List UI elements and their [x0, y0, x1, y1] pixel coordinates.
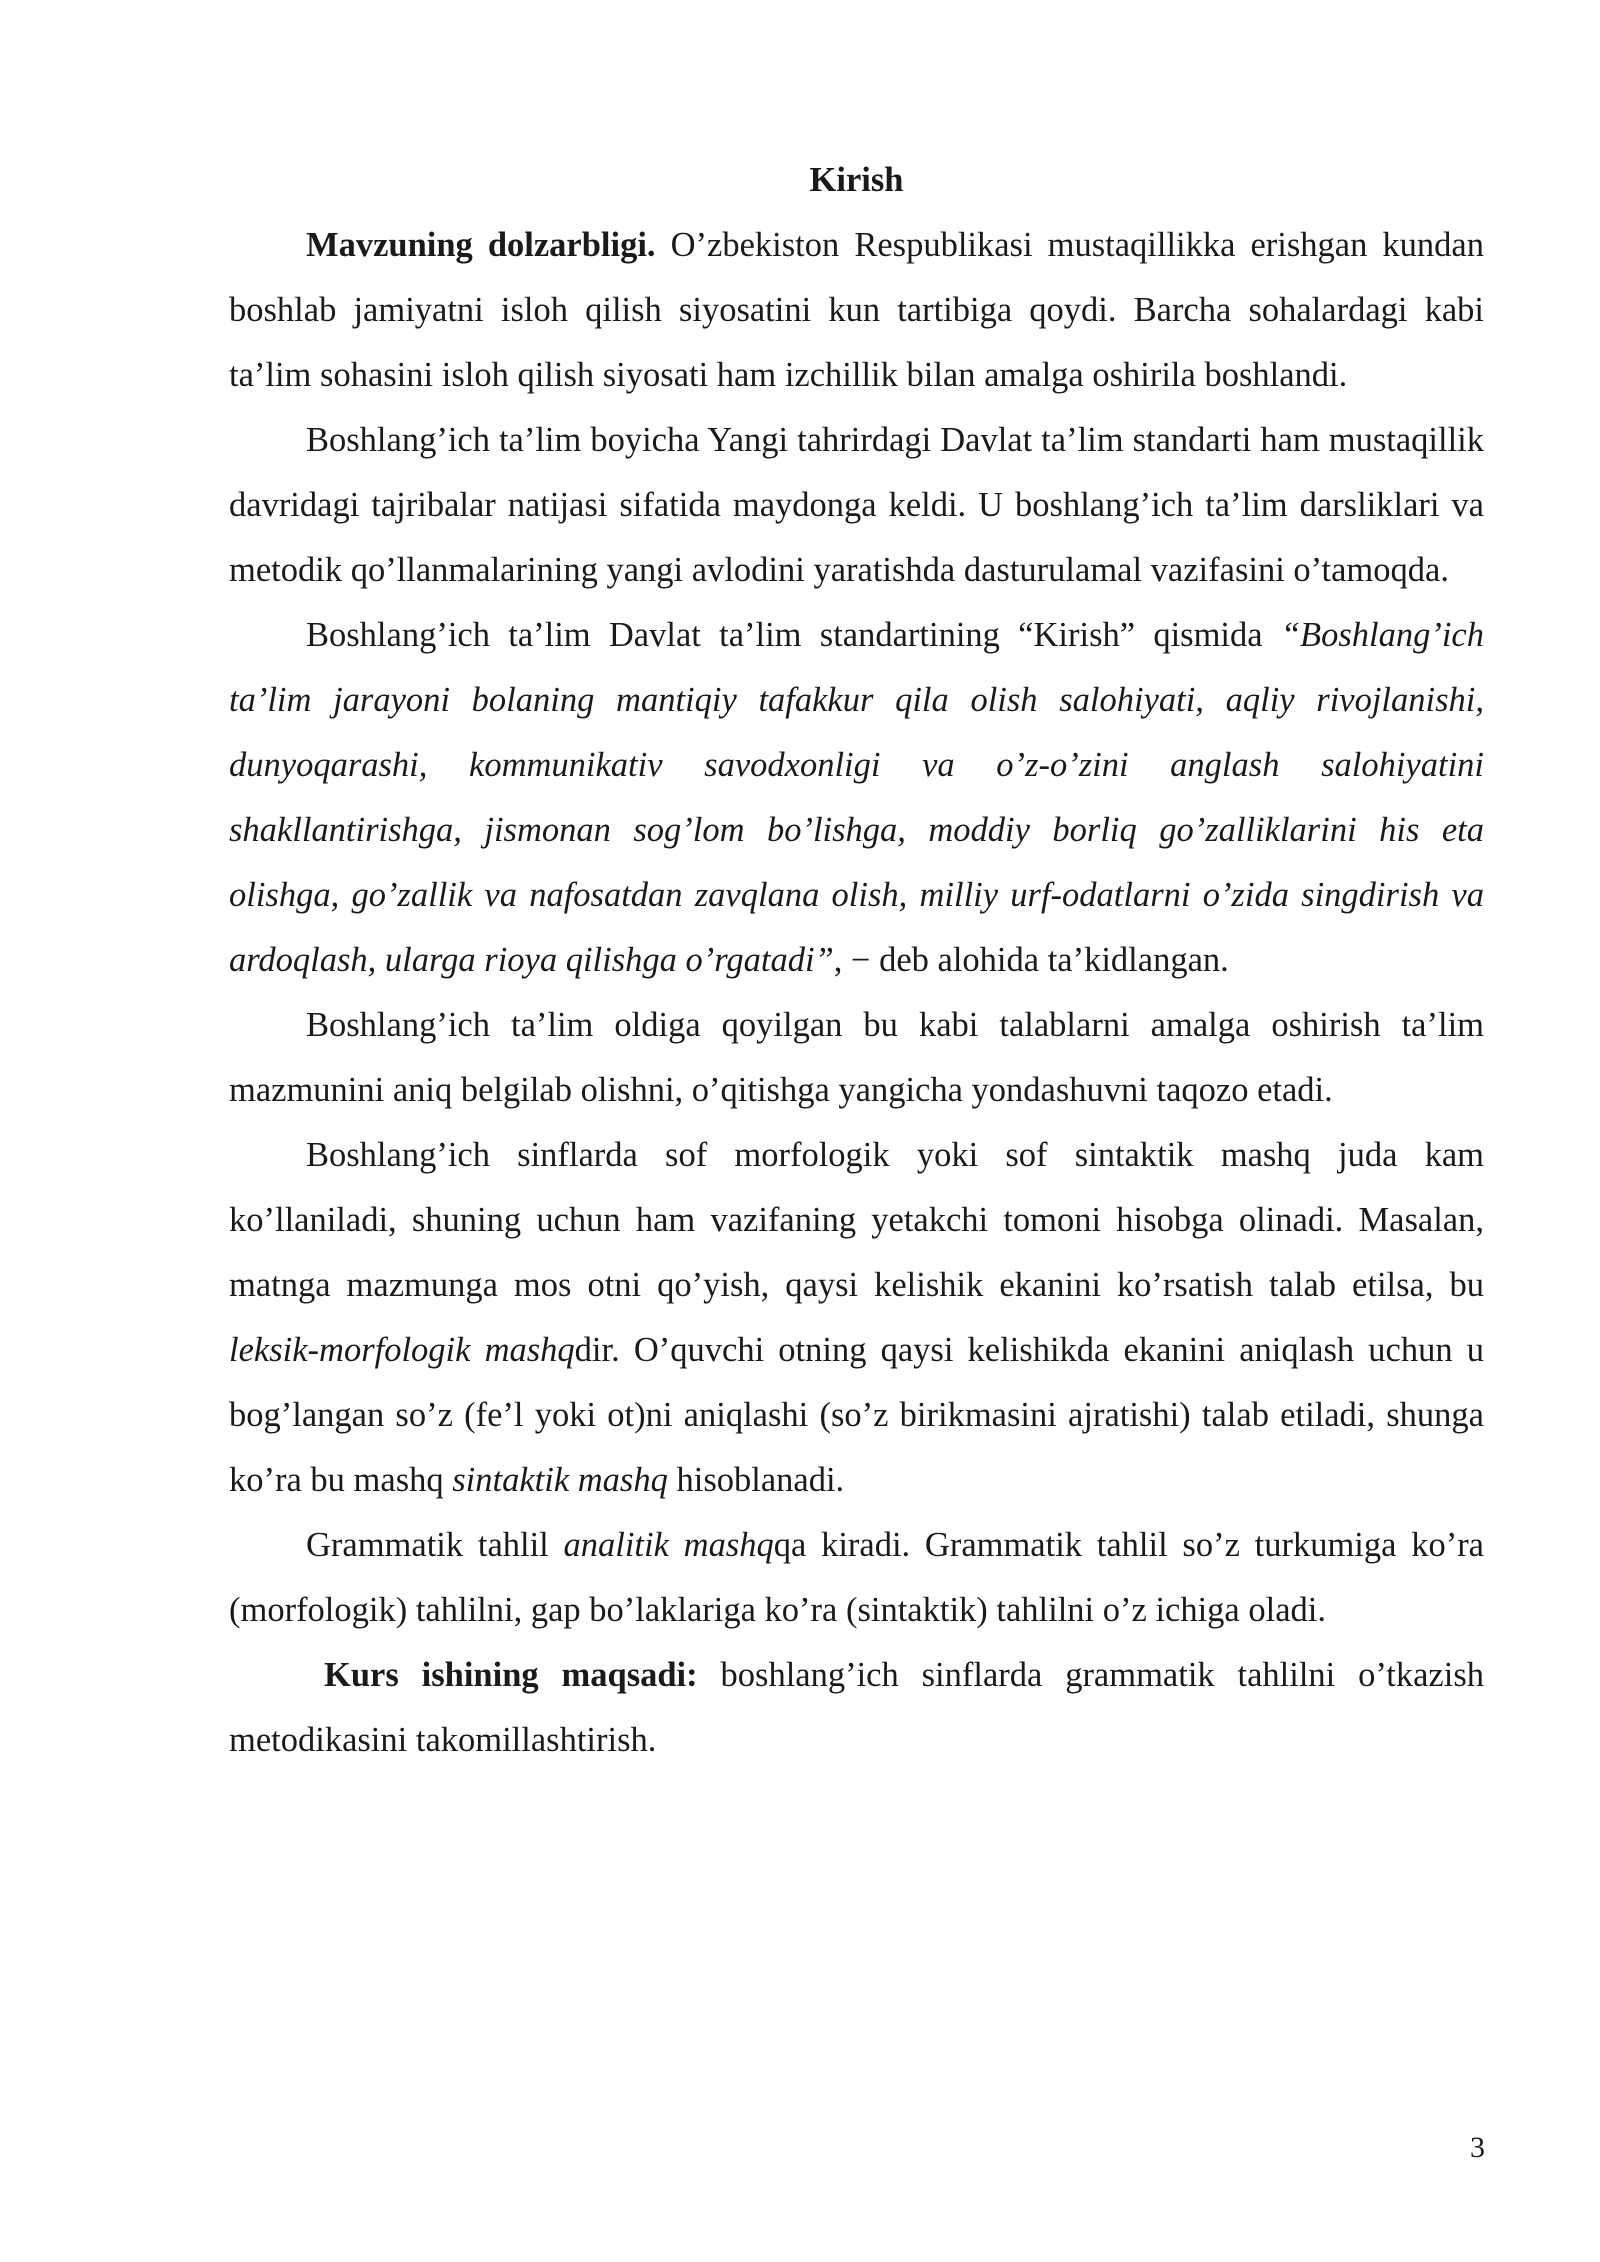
quote-intro: Boshlang’ich ta’lim Davlat ta’lim standartining “Kirish” qismida — [306, 616, 1281, 654]
exercises-part2: dir. O’quvchi otning qaysi kelishikda ekanini aniqlash uchun u bog’langan so’z (fe’l yoki ot)ni aniqlashi (so’z birikmasini ajratishi) talab etiladi, shunga ko’ra bu mashq — [229, 1331, 1484, 1499]
section-title: Kirish — [809, 161, 904, 199]
paragraph-exercises — [229, 1123, 1484, 1513]
paragraph-relevance — [229, 213, 1484, 408]
relevance-label: Mavzuning dolzarbligi. — [306, 226, 656, 264]
exercises-part3: hisoblanadi. — [667, 1461, 845, 1499]
relevance-text: O’zbekiston Respublikasi mustaqillikka erishgan kundan boshlab jamiyatni isloh qilish siyosatini kun tartibiga qoydi. Barcha sohalardagi kabi ta’lim sohasini isloh qilish siyosati ham izchillik bilan amalga oshirila boshlandi. — [229, 226, 1484, 394]
goal-text: boshlang’ich sinflarda grammatik tahlilni o’tkazish metodikasini takomillashtirish. — [229, 1656, 1484, 1759]
page-number: 3 — [1470, 2131, 1485, 2164]
quote-outro: , − deb alohida ta’kidlangan. — [833, 941, 1229, 979]
paragraph-quote — [229, 603, 1484, 993]
paragraph-standard: Boshlang’ich ta’lim boyicha Yangi tahrirdagi Davlat ta’lim standarti ham mustaqillik davridagi tajribalar natijasi sifatida maydonga keldi. U boshlang’ich ta’lim darsliklari va metodik qo’llanmalarining yangi avlodini yaratishda dasturulamal vazifasini o’tamoqda. — [229, 421, 1484, 589]
exercises-italic1: leksik-morfologik mashq — [229, 1331, 575, 1369]
analysis-part1: Grammatik tahlil — [306, 1526, 564, 1564]
analysis-part2: qa kiradi. Grammatik tahlil so’z turkumiga ko’ra (morfologik) tahlilni, gap bo’laklariga ko’ra (sintaktik) tahlilni o’z ichiga oladi. — [229, 1526, 1484, 1629]
paragraph-requirements: Boshlang’ich ta’lim oldiga qoyilgan bu kabi talablarni amalga oshirish ta’lim mazmunini aniq belgilab olishni, o’qitishga yangicha yondashuvni taqozo etadi. — [229, 1006, 1484, 1109]
paragraph-goal — [229, 1643, 1484, 1773]
exercises-part1: Boshlang’ich sinflarda sof morfologik yoki sof sintaktik mashq juda kam ko’llaniladi, shuning uchun ham vazifaning yetakchi tomoni hisobga olinadi. Masalan, matnga mazmunga mos otni qo’yish, qaysi kelishik ekanini ko’rsatish talab etilsa, bu — [229, 1136, 1484, 1304]
page-content — [229, 148, 1484, 1773]
analysis-italic: analitik mashq — [563, 1526, 774, 1564]
paragraph-analysis — [229, 1513, 1484, 1643]
quote-text: “Boshlang’ich ta’lim jarayoni bolaning mantiqiy tafakkur qila olish salohiyati, aqliy rivojlanishi, dunyoqarashi, kommunikativ savodxonligi va o’z-o’zini anglash salohiyatini shakllantirishga, jismonan sog’lom bo’lishga, moddiy borliq go’zalliklarini his eta olishga, go’zallik va nafosatdan zavqlana olish, milliy urf-odatlarni o’zida singdirish va ardoqlash, ularga rioya qilishga o’rgatadi” — [229, 616, 1484, 979]
goal-label: Kurs ishining maqsadi: — [324, 1656, 698, 1694]
exercises-italic2: sintaktik mashq — [452, 1461, 668, 1499]
